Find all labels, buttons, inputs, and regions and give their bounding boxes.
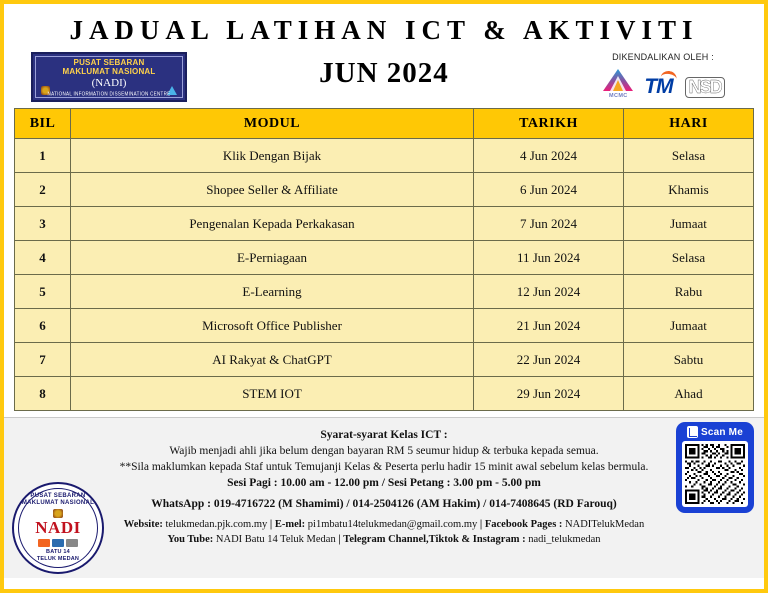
nsd-mini-icon	[66, 539, 78, 547]
cell-modul: Microsoft Office Publisher	[71, 309, 474, 343]
malaysia-crest-icon	[53, 509, 63, 518]
table-row	[15, 241, 754, 275]
separator-1: |	[269, 519, 273, 530]
cell-hari: Jumaat	[624, 207, 754, 241]
mcmc-logo	[601, 68, 635, 98]
nsd-label: NSD	[688, 77, 721, 97]
terms-title: Syarat-syarat Kelas ICT :	[320, 429, 448, 441]
cell-tarikh: 7 Jun 2024	[474, 207, 624, 241]
tm-mini-icon	[38, 539, 50, 547]
cell-hari: Khamis	[624, 173, 754, 207]
sponsor-logo-row	[588, 66, 738, 98]
table-row	[15, 343, 754, 377]
cell-modul: Pengenalan Kepada Perkakasan	[71, 207, 474, 241]
seal-arc-bottom-text	[12, 549, 104, 563]
nadi-seal-logo	[12, 482, 104, 574]
youtube-label: You Tube:	[167, 534, 214, 545]
cell-modul: STEM IOT	[71, 377, 474, 411]
cell-modul: Shopee Seller & Affiliate	[71, 173, 474, 207]
web-contact-line	[4, 517, 764, 532]
table-row	[15, 139, 754, 173]
cell-hari: Selasa	[624, 139, 754, 173]
table-head	[15, 109, 754, 139]
table-body	[15, 139, 754, 411]
nadi-logo	[31, 52, 187, 102]
cell-bil: 7	[15, 343, 71, 377]
schedule-table	[14, 108, 754, 411]
nadi-logo-line2: MAKLUMAT NASIONAL	[62, 67, 156, 76]
tm-logo	[644, 76, 675, 98]
mcmc-label: MCMC	[608, 93, 628, 99]
telegram-label: Telegram Channel,Tiktok & Instagram :	[343, 534, 526, 545]
nadi-logo-line3: (NADI)	[91, 77, 127, 89]
table-row	[15, 377, 754, 411]
nadi-logo-inner	[35, 56, 183, 98]
youtube-value: NADI Batu 14 Teluk Medan	[215, 534, 336, 545]
facebook-value: NADITelukMedan	[565, 519, 645, 530]
cell-bil: 3	[15, 207, 71, 241]
cell-modul: E-Perniagaan	[71, 241, 474, 275]
footer-text-block	[4, 418, 764, 547]
separator-3: |	[338, 534, 341, 545]
table-row	[15, 309, 754, 343]
facebook-label: Facebook Pages :	[484, 519, 563, 530]
cell-hari: Selasa	[624, 241, 754, 275]
column-header-tarikh: TARIKH	[474, 109, 624, 139]
seal-center	[35, 509, 80, 547]
cell-tarikh: 29 Jun 2024	[474, 377, 624, 411]
mcmc-mini-icon	[52, 539, 64, 547]
website-label: Website:	[123, 519, 163, 530]
table-row	[15, 275, 754, 309]
column-header-modul: MODUL	[71, 109, 474, 139]
cell-tarikh: 22 Jun 2024	[474, 343, 624, 377]
poster-header	[4, 4, 764, 108]
cell-tarikh: 4 Jun 2024	[474, 139, 624, 173]
cell-bil: 1	[15, 139, 71, 173]
cell-hari: Sabtu	[624, 343, 754, 377]
qr-code-image[interactable]	[682, 441, 748, 507]
seal-center-text: NADI	[35, 518, 81, 537]
cell-modul: E-Learning	[71, 275, 474, 309]
cell-bil: 4	[15, 241, 71, 275]
cell-hari: Ahad	[624, 377, 754, 411]
cell-tarikh: 12 Jun 2024	[474, 275, 624, 309]
cell-tarikh: 6 Jun 2024	[474, 173, 624, 207]
cell-bil: 6	[15, 309, 71, 343]
cell-bil: 5	[15, 275, 71, 309]
scan-me-label: Scan Me	[701, 426, 743, 438]
scan-me-header	[681, 426, 749, 438]
cell-hari: Rabu	[624, 275, 754, 309]
page-title: JADUAL LATIHAN ICT & AKTIVITI	[69, 15, 699, 45]
cell-tarikh: 11 Jun 2024	[474, 241, 624, 275]
cell-modul: Klik Dengan Bijak	[71, 139, 474, 173]
table-header-row	[15, 109, 754, 139]
operated-by-label: DIKENDALIKAN OLEH :	[612, 52, 714, 62]
scan-me-badge[interactable]	[676, 422, 754, 513]
mcmc-triangle-icon	[601, 68, 635, 92]
cell-bil: 2	[15, 173, 71, 207]
scan-qr-icon	[687, 426, 698, 438]
terms-line-2: **Sila maklumkan kepada Staf untuk Temujanji Kelas & Peserta perlu hadir 15 minit awal sebelum kelas bermula.	[119, 461, 649, 473]
whatsapp-contacts: WhatsApp : 019-4716722 (M Shamimi) / 014-2504126 (AM Hakim) / 014-7408645 (RD Farouq)	[151, 498, 617, 510]
table-row	[15, 207, 754, 241]
seal-arc-bottom-line2: TELUK MEDAN	[36, 556, 80, 562]
telegram-value: nadi_telukmedan	[528, 534, 601, 545]
nadi-logo-line4: NATIONAL INFORMATION DISSEMINATION CENTRE	[47, 90, 171, 97]
terms-line-1: Wajib menjadi ahli jika belum dengan bayaran RM 5 seumur hidup & terbuka kepada semua.	[169, 445, 599, 457]
seal-arc-bottom-line1: BATU 14	[46, 549, 70, 555]
sponsors-block	[588, 52, 738, 98]
cell-modul: AI Rakyat & ChatGPT	[71, 343, 474, 377]
nsd-logo	[685, 77, 725, 98]
cell-hari: Jumaat	[624, 309, 754, 343]
social-contact-line	[4, 532, 764, 547]
website-value: telukmedan.pjk.com.my	[165, 519, 268, 530]
poster-footer	[4, 417, 764, 578]
nadi-logo-line1: PUSAT SEBARAN	[73, 58, 145, 67]
session-times: Sesi Pagi : 10.00 am - 12.00 pm / Sesi Petang : 3.00 pm - 5.00 pm	[227, 477, 541, 489]
column-header-bil: BIL	[15, 109, 71, 139]
cell-bil: 8	[15, 377, 71, 411]
seal-mini-logos	[35, 539, 80, 547]
email-label: E-mel:	[274, 519, 306, 530]
tm-label: TM	[644, 75, 673, 98]
email-value: pi1mbatu14telukmedan@gmail.com.my	[307, 519, 478, 530]
qr-code-svg	[685, 444, 745, 504]
separator-2: |	[479, 519, 483, 530]
cell-tarikh: 21 Jun 2024	[474, 309, 624, 343]
column-header-hari: HARI	[624, 109, 754, 139]
seal-arc-top-text: PUSAT SEBARAN MAKLUMAT NASIONAL	[21, 493, 95, 506]
schedule-table-wrapper	[4, 108, 764, 411]
month-title: JUN 2024	[319, 57, 449, 89]
table-row	[15, 173, 754, 207]
